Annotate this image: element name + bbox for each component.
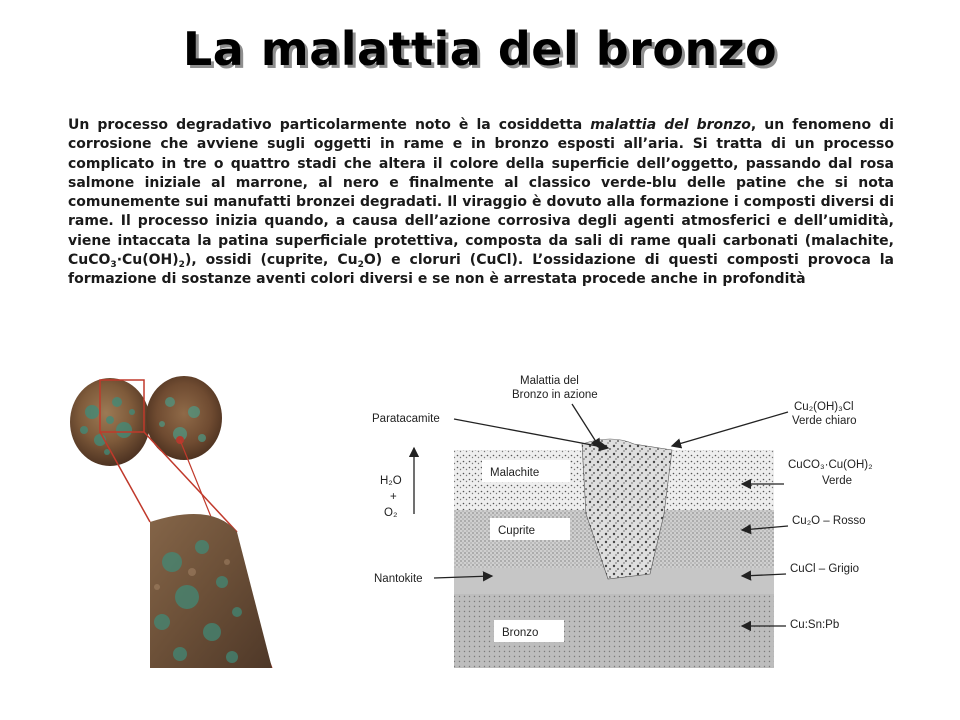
label-top-line2: Bronzo in azione [512,389,598,401]
body-paragraph [68,116,894,290]
label-cuprite-formula: Cu₂O – Rosso [792,515,866,527]
label-nantokite: Nantokite [374,573,423,585]
label-paratacamite: Paratacamite [372,413,440,425]
coins-photo [62,372,352,668]
label-verde-chiaro: Verde chiaro [792,415,857,427]
label-o2: O₂ [384,507,398,519]
label-plus: + [390,491,397,503]
paragraph-emphasis: malattia del bronzo [590,117,751,133]
page-title: La malattia del bronzo [182,22,778,76]
label-bronze-composition: Cu:Sn:Pb [790,619,840,631]
label-top-line1: Malattia del [520,375,579,387]
label-cuprite: Cuprite [498,525,536,537]
subscript: 2 [178,260,185,271]
label-malachite-formula: CuCO₃·Cu(OH)₂ [788,459,873,471]
label-bronzo: Bronzo [502,627,539,639]
paragraph-text: ), ossidi (cuprite, Cu [184,252,358,269]
subscript: 3 [110,260,117,271]
zoomed-coin-detail [142,492,282,668]
paragraph-text: ·Cu(OH) [116,252,179,269]
label-paratacamite-formula: Cu₂(OH)₃Cl [794,401,854,413]
paragraph-text: Un processo degradativo particolarmente noto è la cosiddetta [68,117,591,133]
corrosion-diagram [372,364,912,668]
paragraph-text: O) e cloruri (CuCl). L’ossidazione di questi composti provoca la formazione di sostanze aventi colori diversi e se non è arrestata procede anche in profondità [68,252,894,288]
subscript: 2 [357,260,364,271]
label-malachite: Malachite [490,467,540,479]
label-h2o: H₂O [380,475,402,487]
paragraph-text: , un fenomeno di corrosione che avviene sugli oggetti in rame e in bronzo esposti all’aria. Si tratta di un processo complicato in tre o quattro stadi che altera il colore della superficie dell’oggetto, passando dal rosa salmone iniziale al marrone, al nero e finalmente al classico verde-blu delle patine che si nota comunemente sui manufatti bronzei degradati. Il viraggio è dovuto alla formazione i composti diversi di rame. Il processo inizia quando, a causa dell’azione corrosiva degli agenti atmosferici e dell’umidità, viene intaccata la patina superficiale protettiva, composta da sali di rame quali carbonati (malachite, CuCO [68,117,894,269]
label-verde: Verde [822,475,853,487]
label-nantokite-formula: CuCl – Grigio [790,563,860,575]
